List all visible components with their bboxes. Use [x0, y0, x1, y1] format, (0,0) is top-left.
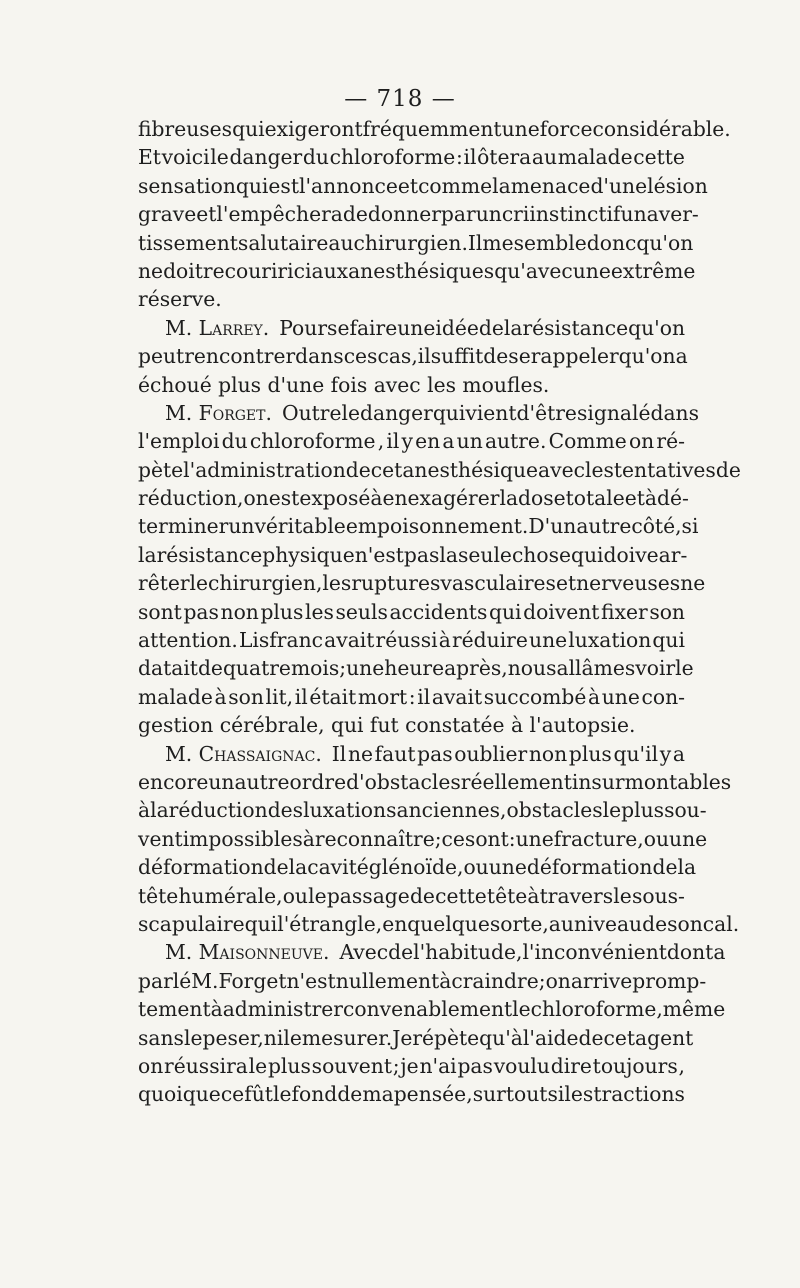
text-line: pète l'administration de cet anesthésique avec les tentatives de [138, 457, 741, 482]
text-line: quoique ce fût le fond de ma pensée , surtout si les tractions [138, 1082, 685, 1107]
speaker-name: M. Forget. [165, 400, 272, 425]
speech-text: Outre le danger qui vient d'être signalé dans [281, 400, 700, 425]
text-line: la résistance physique n'est pas la seule chose qui doive ar- [138, 542, 688, 567]
speech-text: Pour se faire une idée de la résistance qu'on [279, 315, 686, 340]
text-line: parlé M. Forget n'est nullement à craindre ; on arrive promp- [138, 968, 707, 993]
text-line: tissement salutaire au chirurgien. Il me semble donc qu'on [138, 230, 694, 255]
text-line: rêter le chirurgien , les ruptures vasculaires et nerveuses ne [138, 571, 706, 596]
text-line: réduction, on est exposé à en exagérer la dose totale et à dé- [138, 486, 689, 511]
text-line: fibreuses qui exigeront fréquemment une force considérable. [138, 117, 731, 141]
text-line: échoué plus d'une fois avec les moufles. [138, 372, 550, 397]
text-line: réserve. [138, 287, 222, 312]
text-line: tête humérale, ou le passage de cette tête à travers le sous- [138, 883, 685, 908]
text-line: malade à son lit, il était mort : il avait succombé à une con- [138, 684, 685, 709]
text-line [138, 314, 685, 342]
text-line [138, 938, 726, 966]
paragraph [138, 399, 741, 740]
text-line: tement à administrer convenablement le chloroforme , même [138, 997, 726, 1022]
paragraph [138, 740, 740, 939]
page-number: — 718 — [344, 86, 456, 112]
text-line: sensation qui est l'annonce et comme la menace d'une lésion [138, 173, 708, 198]
text-line: grave et l'empêchera de donner par un cri instinctif un aver- [138, 202, 699, 227]
speaker-name: M. Larrey. [165, 315, 270, 340]
text-line: vent impossibles à reconnaître ; ce sont : une fracture, ou une [138, 826, 708, 851]
text-line: à la réduction des luxations anciennes , obstacles le plus sou- [138, 798, 707, 823]
page-body [138, 115, 741, 1109]
text-line: encore un autre ordre d'obstacles réellement insurmontables [138, 769, 732, 794]
text-line: datait de quatre mois ; une heure après, nous allâmes voir le [138, 656, 694, 681]
paragraph [138, 938, 726, 1108]
text-line: terminer un véritable empoisonnement. D'un autre côté , si [138, 514, 699, 539]
text-line: attention. Lisfranc avait réussi à réduire une luxation qui [138, 628, 685, 653]
speech-text: Il ne faut pas oublier non plus qu'il y a [331, 741, 685, 766]
text-line: Et voici le danger du chloroforme : il ôtera au malade cette [138, 145, 685, 170]
speech-text: Avec de l'habitude , l'inconvénient dont a [339, 940, 726, 965]
text-line: scapulaire qui l'étrangle, en quelque sorte, au niveau de son cal. [138, 911, 740, 936]
text-line: gestion cérébrale, qui fut constatée à l'autopsie. [138, 713, 636, 738]
speaker-name: M. Chassaignac. [165, 741, 322, 766]
text-line [138, 399, 700, 427]
text-line: sont pas non plus les seuls accidents qui doivent fixer son [138, 599, 685, 624]
text-line: on réussira le plus souvent ; je n'ai pas voulu dire toujours , [138, 1053, 685, 1078]
text-line [138, 740, 685, 768]
text-line: peut rencontrer dans ces cas , il suffit de se rappeler qu'on a [138, 344, 688, 369]
text-line: sans le peser, ni le mesurer. Je répète qu'à l'aide de cet agent [138, 1025, 694, 1050]
speaker-name: M. Maisonneuve. [165, 940, 330, 965]
text-line: déformation de la cavité glénoïde, ou une déformation de la [138, 855, 697, 880]
text-line: l'emploi du chloroforme , il y en a un autre. Comme on ré- [138, 429, 685, 454]
paragraph [138, 115, 731, 314]
text-line: ne doit recourir ici aux anesthésiques qu'avec une extrême [138, 258, 696, 283]
paragraph [138, 314, 688, 399]
